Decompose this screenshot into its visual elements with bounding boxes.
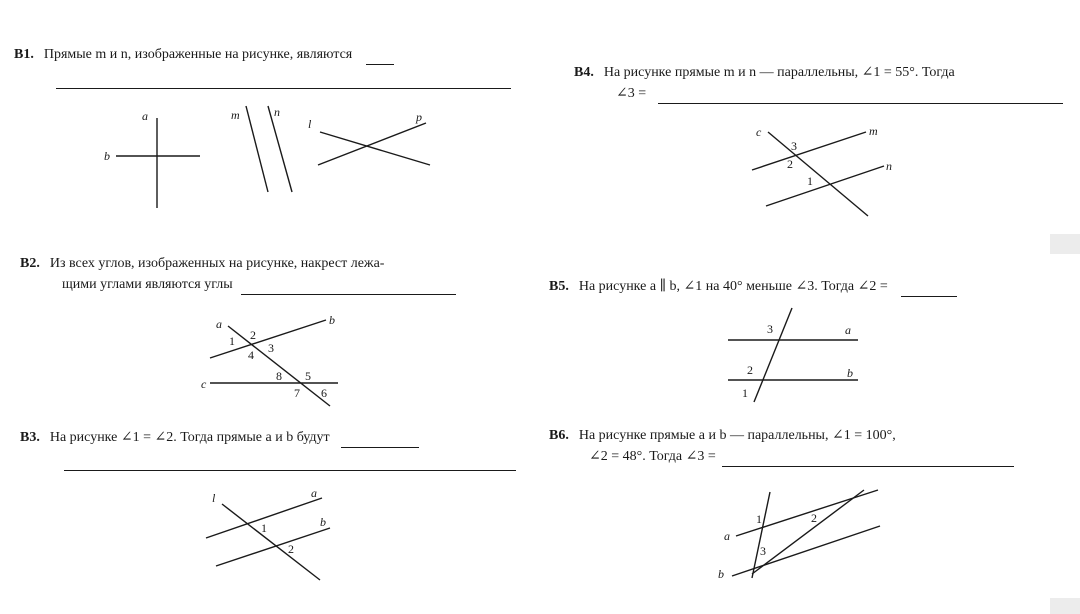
- question-text: На рисунке ∠1 = ∠2. Тогда прямые a и b будут: [49, 430, 330, 445]
- angle-2: 2: [250, 328, 256, 342]
- angle-7: 7: [294, 386, 300, 400]
- label-n: n: [886, 159, 892, 173]
- angle-5: 5: [305, 369, 311, 383]
- question-b6: [549, 425, 1014, 467]
- label-b: b: [329, 313, 335, 327]
- question-b5: [549, 276, 957, 297]
- label-l: l: [308, 117, 312, 131]
- answer-blank[interactable]: [366, 49, 394, 65]
- question-text-line2: ∠3 =: [616, 86, 647, 101]
- question-text-line2: ∠2 = 48°. Тогда ∠3 =: [589, 449, 716, 464]
- angle-8: 8: [276, 369, 282, 383]
- figure-b2: [196, 310, 356, 408]
- question-number: B1.: [14, 47, 34, 62]
- angle-1: 1: [807, 174, 813, 188]
- question-text-line1: На рисунке прямые m и n — параллельны, ∠1 = 55°. Тогда: [603, 65, 955, 80]
- figure-b4: [740, 120, 900, 220]
- answer-blank[interactable]: [722, 451, 1014, 467]
- scan-edge-mark: [1050, 598, 1080, 614]
- angle-1: 1: [261, 521, 267, 535]
- label-a: a: [845, 323, 851, 337]
- label-a: a: [142, 109, 148, 123]
- question-b1: [14, 44, 394, 65]
- answer-line[interactable]: [64, 470, 516, 471]
- label-l: l: [212, 491, 216, 505]
- figure-b1: [100, 106, 440, 214]
- angle-4: 4: [248, 348, 254, 362]
- question-text: Прямые m и n, изображенные на рисунке, являются: [43, 47, 353, 62]
- answer-blank[interactable]: [241, 279, 456, 295]
- angle-1: 1: [229, 334, 235, 348]
- figure-b5: [720, 306, 880, 406]
- angle-6: 6: [321, 386, 327, 400]
- label-p: p: [416, 110, 422, 124]
- angle-3: 3: [767, 322, 773, 336]
- answer-blank[interactable]: [901, 281, 957, 297]
- question-number: B5.: [549, 279, 569, 294]
- question-b3: [20, 427, 419, 448]
- label-m: m: [869, 124, 878, 138]
- angle-2: 2: [811, 511, 817, 525]
- figure-b3: [200, 486, 350, 584]
- figure-b6: [712, 478, 892, 584]
- label-n: n: [274, 105, 280, 119]
- label-m: m: [231, 108, 240, 122]
- angle-2: 2: [288, 542, 294, 556]
- angle-2: 2: [747, 363, 753, 377]
- question-number: B3.: [20, 430, 40, 445]
- scan-edge-mark: [1050, 234, 1080, 254]
- angle-1: 1: [756, 512, 762, 526]
- question-text-line2: щими углами являются углы: [62, 277, 233, 292]
- angle-1: 1: [742, 386, 748, 400]
- label-b: b: [320, 515, 326, 529]
- question-text-line1: Из всех углов, изображенных на рисунке, накрест лежа-: [49, 256, 385, 271]
- angle-2: 2: [787, 157, 793, 171]
- answer-blank[interactable]: [658, 88, 1063, 104]
- question-b4: [574, 62, 1063, 104]
- label-a: a: [311, 486, 317, 500]
- question-number: B2.: [20, 256, 40, 271]
- label-b: b: [847, 366, 853, 380]
- answer-line[interactable]: [56, 88, 511, 89]
- label-b: b: [718, 567, 724, 581]
- label-c: c: [201, 377, 207, 391]
- question-number: B4.: [574, 65, 594, 80]
- angle-3: 3: [760, 544, 766, 558]
- angle-3: 3: [791, 139, 797, 153]
- answer-blank[interactable]: [341, 432, 419, 448]
- label-a: a: [216, 317, 222, 331]
- question-text: На рисунке a ∥ b, ∠1 на 40° меньше ∠3. Тогда ∠2 =: [578, 279, 888, 294]
- angle-3: 3: [268, 341, 274, 355]
- question-b2: [20, 253, 456, 295]
- label-b: b: [104, 149, 110, 163]
- label-c: c: [756, 125, 762, 139]
- question-number: B6.: [549, 428, 569, 443]
- question-text-line1: На рисунке прямые a и b — параллельны, ∠1 = 100°,: [578, 428, 896, 443]
- label-a: a: [724, 529, 730, 543]
